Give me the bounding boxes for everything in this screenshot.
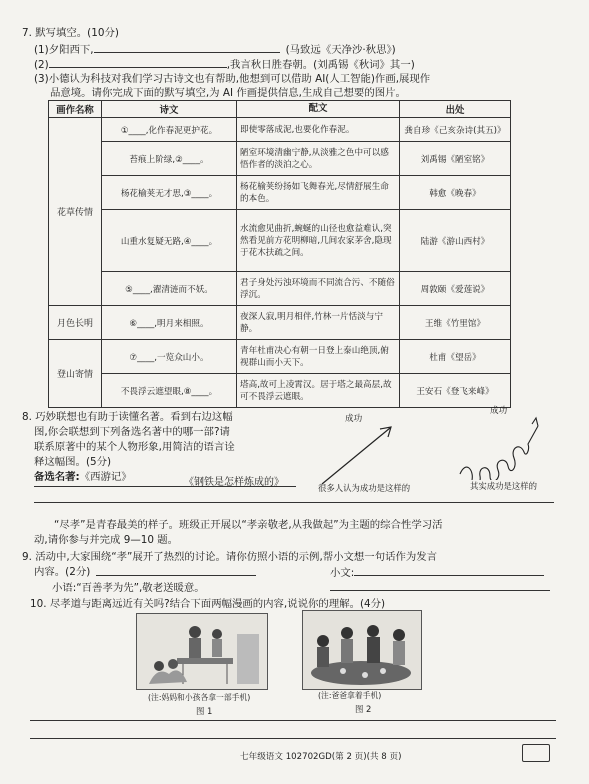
table-header: 出处 (400, 101, 511, 118)
squiggle-arrow-icon (452, 412, 552, 480)
poem-cell[interactable]: 杨花榆荚无才思,③____。 (102, 176, 237, 210)
caption-cell: 水流愈见曲折,蜿蜒的山径也愈益难认,突然看见前方花明柳暗,几间农家茅舍,隐现于花木扶疏之间。 (237, 210, 400, 272)
q10-line1: 10. 尽孝道与距离远近有关吗?结合下面两幅漫画的内容,说说你的理解。(4分) (30, 598, 386, 610)
source-cell: 韩愈《晚春》 (400, 176, 511, 210)
poem-cell[interactable]: ⑦____,一览众山小。 (102, 340, 237, 374)
caption-cell: 青年杜甫决心有朝一日登上泰山绝顶,俯视群山而小天下。 (237, 340, 400, 374)
q9-xiaowen-answer[interactable] (354, 565, 544, 576)
table-row (49, 306, 511, 340)
q10-answer-line-1[interactable] (30, 720, 556, 721)
table-header-row (49, 101, 511, 118)
q7-poem-table (48, 100, 511, 408)
q7-part1-prefix: (1)夕阳西下, (34, 44, 94, 56)
table-row (49, 118, 511, 142)
q8-line2: 图,你会联想到下列备选名著中的哪一部?请 (34, 426, 230, 438)
poem-cell[interactable]: ①____,化作春泥更护花。 (102, 118, 237, 142)
q7-part3-line1: (3)小德认为科技对我们学习古诗文也有帮助,他想到可以借助 AI(人工智能)作画,展现作 (34, 73, 431, 85)
score-box[interactable] (522, 744, 550, 762)
caption-cell: 夜深人寂,明月相伴,竹林一片恬淡与宁静。 (237, 306, 400, 340)
group-cell-flowers: 花草传情 (49, 118, 102, 306)
success-caption-right: 其实成功是这样的 (470, 481, 537, 491)
q10-answer-line-2[interactable] (30, 738, 556, 739)
q7-part1-source: (马致远《天净沙·秋思》) (285, 44, 396, 56)
intro-line1: “尽孝”是青春最美的样子。班级正开展以“孝亲敬老,从我做起”为主题的综合性学习活 (54, 519, 443, 531)
source-cell: 刘禹锡《陋室铭》 (400, 142, 511, 176)
q9-answer-line-2[interactable] (330, 590, 550, 591)
q9-answer-line-1[interactable] (96, 575, 256, 576)
q7-answer-blank-2[interactable] (49, 57, 227, 68)
poem-cell[interactable]: 不畏浮云遮望眼,⑧____。 (102, 374, 237, 408)
caption-cell: 杨花榆荚纷扬如飞舞春光,尽情舒展生命的本色。 (237, 176, 400, 210)
q9-xiaowen (330, 565, 544, 580)
source-cell: 龚自珍《己亥杂诗(其五)》 (400, 118, 511, 142)
table-header: 诗文 (102, 101, 237, 118)
table-row (49, 272, 511, 306)
success-label-left: 成功 (345, 414, 363, 424)
q8-line4: 释这幅图。(5分) (34, 456, 112, 468)
intro-line2: 动,请你参与并完成 9—10 题。 (34, 534, 179, 546)
table-row (49, 176, 511, 210)
q8-option-xiyouji[interactable]: 《西游记》 (79, 471, 132, 483)
fig1-label: 图 1 (196, 706, 213, 716)
source-cell: 王安石《登飞来峰》 (400, 374, 511, 408)
table-row (49, 374, 511, 408)
q7-part2 (34, 57, 415, 72)
q8-answer-line-2[interactable] (34, 502, 554, 503)
poem-cell[interactable]: ⑤____,濯清涟而不妖。 (102, 272, 237, 306)
poem-cell[interactable]: 苔痕上阶绿,②____。 (102, 142, 237, 176)
q8-line3: 联系原著中的某个人物形象,用简洁的语言诠 (34, 441, 235, 453)
table-row (49, 340, 511, 374)
table-header: 配文 (237, 101, 400, 118)
comic-figure-1 (136, 613, 268, 690)
table-row (49, 210, 511, 272)
q8-option-gangtie[interactable]: 《钢铁是怎样炼成的》 (184, 477, 284, 488)
q7-part2-prefix: (2) (34, 59, 49, 71)
table-row (49, 142, 511, 176)
fig2-label: 图 2 (355, 704, 372, 714)
success-caption-left: 很多人认为成功是这样的 (318, 483, 411, 493)
q9-line2: 内容。(2分) (34, 566, 91, 578)
page-footer: 七年级语文 102702GD(第 2 页)(共 8 页) (240, 752, 402, 762)
table-header: 画作名称 (49, 101, 102, 118)
source-cell: 周敦颐《爱莲说》 (400, 272, 511, 306)
comic-figure-2 (302, 610, 422, 690)
q9-xiaoyu: 小语:“百善孝为先”,敬老送暖意。 (52, 582, 205, 594)
source-cell: 杜甫《望岳》 (400, 340, 511, 374)
source-cell: 陆游《游山西村》 (400, 210, 511, 272)
caption-cell: 塔高,故可上凌霄汉。居于塔之最高层,故可不畏浮云遮眼。 (237, 374, 400, 408)
group-cell-moon: 月色长明 (49, 306, 102, 340)
q7-part1 (34, 42, 396, 57)
straight-arrow-icon (318, 420, 398, 488)
poem-cell[interactable]: ⑥____,明月来相照。 (102, 306, 237, 340)
q8-answer-line-1[interactable] (34, 486, 296, 487)
q7-part3-line2: 品意境。请你完成下面的默写填空,为 AI 作画提供信息,生成自己想要的图片。 (50, 87, 406, 99)
caption-cell: 陋室环境清幽宁静,从淡雅之色中可以感悟作者的淡泊之心。 (237, 142, 400, 176)
fig1-note: (注:妈妈和小孩各拿一部手机) (148, 693, 251, 702)
success-label-right: 成功 (490, 406, 508, 416)
fig2-note: (注:爸爸拿着手机) (318, 691, 382, 700)
group-cell-mountain: 登山寄情 (49, 340, 102, 408)
q7-part2-text: ,我言秋日胜春朝。(刘禹锡《秋词》其一) (226, 59, 415, 71)
q8-options-label: 备选名著: (34, 471, 80, 483)
source-cell: 王维《竹里馆》 (400, 306, 511, 340)
q9-line1: 9. 活动中,大家围绕“孝”展开了热烈的讨论。请你仿照小语的示例,帮小文想一句话作为发言 (22, 551, 438, 563)
q7-title: 7. 默写填空。(10分) (22, 27, 119, 39)
poem-cell[interactable]: 山重水复疑无路,④____。 (102, 210, 237, 272)
caption-cell: 即使零落成泥,也要化作春泥。 (237, 118, 400, 142)
q8-line1: 8. 巧妙联想也有助于读懂名著。看到右边这幅 (22, 411, 233, 423)
q7-answer-blank-1[interactable] (94, 42, 280, 53)
q8-options (34, 470, 132, 484)
q9-xiaowen-label: 小文: (330, 567, 355, 579)
caption-cell: 君子身处污浊环境而不同流合污、不随俗浮沉。 (237, 272, 400, 306)
